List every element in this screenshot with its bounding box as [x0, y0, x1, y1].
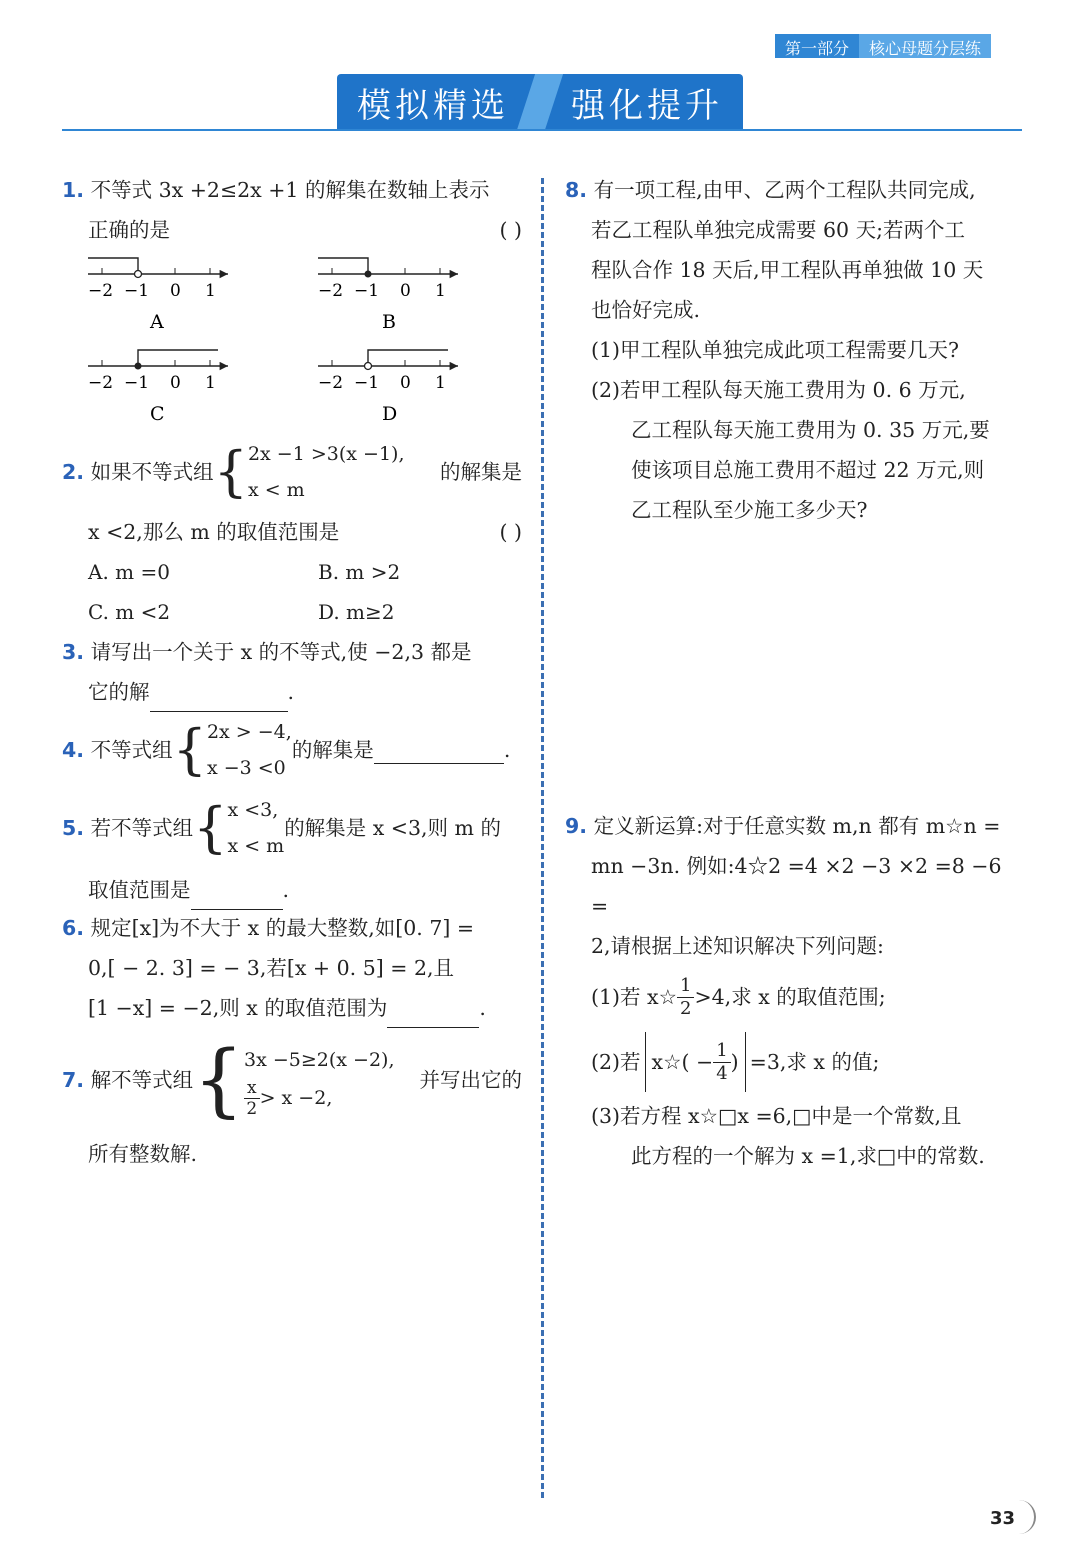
- system-brace: {: [172, 718, 207, 781]
- tick-label: −2: [318, 281, 344, 301]
- option-label: A: [150, 311, 164, 333]
- tick-label: −1: [354, 281, 380, 301]
- question-text: 取值范围是: [88, 878, 191, 902]
- tick-label: −1: [124, 373, 150, 393]
- answer-blank[interactable]: [191, 883, 283, 910]
- option-label: D: [382, 403, 398, 425]
- option-a: A. m =0: [88, 560, 170, 584]
- fraction-denominator: 4: [716, 1062, 728, 1084]
- sub-question-text: (2)若: [591, 1050, 641, 1074]
- fraction-numerator: x: [244, 1078, 260, 1099]
- question-number: 5.: [62, 816, 85, 840]
- question-text: mn −3n. 例如:4☆2 =4 ×2 −3 ×2 =8 −6 =: [591, 854, 1002, 918]
- option-d: D. m≥2: [318, 600, 395, 624]
- tick-label: 1: [205, 281, 216, 301]
- fraction: [677, 975, 694, 1020]
- option-c: C. m <2: [88, 600, 171, 624]
- expression: ): [730, 1050, 739, 1074]
- sub-question-text: (1)若 x☆: [591, 985, 677, 1009]
- question-3: [62, 632, 522, 712]
- expression: x☆( −: [651, 1050, 714, 1074]
- fraction-numerator: 1: [713, 1040, 730, 1063]
- number-line-d: [318, 350, 458, 425]
- tick-label: 0: [400, 281, 411, 301]
- question-text: 不等式 3x +2≤2x +1 的解集在数轴上表示: [90, 178, 490, 202]
- system-line: x < m: [247, 479, 305, 501]
- question-4: [62, 714, 522, 786]
- question-text: 若不等式组: [90, 816, 194, 840]
- system-brace: {: [193, 1033, 244, 1126]
- punctuation: .: [479, 996, 486, 1020]
- question-text: 若乙工程队单独完成需要 60 天;若两个工: [591, 218, 966, 242]
- tick-label: 0: [170, 281, 181, 301]
- question-number: 2.: [62, 460, 85, 484]
- question-number: 3.: [62, 640, 85, 664]
- sub-question-2-text: 乙工程队每天施工费用为 0. 35 万元,要: [631, 418, 990, 442]
- option-label: B: [382, 311, 396, 333]
- question-text: 请写出一个关于 x 的不等式,使 −2,3 都是: [90, 640, 472, 664]
- question-text: 的解集是: [291, 738, 374, 762]
- punctuation: .: [503, 738, 511, 762]
- tick-label: 0: [400, 373, 411, 393]
- answer-blank[interactable]: [387, 1001, 479, 1028]
- fraction: [244, 1078, 260, 1119]
- question-6: [62, 908, 522, 1028]
- sub-question-3: (3)若方程 x☆□x =6,□中是一个常数,且: [591, 1104, 962, 1128]
- system-line: x <3,: [227, 799, 279, 821]
- system-line: 2x −1 >3(x −1),: [247, 443, 405, 465]
- sub-question-2-text: 使该项目总施工费用不超过 22 万元,则: [631, 458, 985, 482]
- tick-label: 1: [205, 373, 216, 393]
- system-brace: {: [193, 796, 228, 859]
- question-text: 有一项工程,由甲、乙两个工程队共同完成,: [593, 178, 976, 202]
- banner-separator: [517, 74, 563, 130]
- sub-question-text: >4,求 x 的取值范围;: [694, 985, 886, 1009]
- system-brace: {: [213, 440, 248, 503]
- question-number: 8.: [565, 178, 588, 202]
- page-number-arc: [1018, 1500, 1036, 1534]
- fraction-numerator: 1: [677, 975, 694, 998]
- question-text: 如果不等式组: [90, 460, 214, 484]
- question-text: 不等式组: [90, 738, 173, 762]
- question-5: [62, 792, 522, 910]
- tick-label: −2: [318, 373, 344, 393]
- punctuation: .: [282, 878, 290, 902]
- question-number: 1.: [62, 178, 85, 202]
- sub-question-text: =3,求 x 的值;: [749, 1050, 880, 1074]
- question-number: 6.: [62, 916, 85, 940]
- banner-left: 模拟精选: [357, 85, 509, 126]
- sub-question-2: [565, 1028, 1025, 1096]
- sub-question-2-text: 乙工程队至少施工多少天?: [631, 498, 868, 522]
- header-rule: [62, 129, 1022, 131]
- question-number: 7.: [62, 1068, 85, 1092]
- question-text: 并写出它的: [419, 1068, 522, 1092]
- system-line: [244, 1078, 395, 1119]
- tick-label: −1: [124, 281, 150, 301]
- answer-blank[interactable]: [374, 737, 504, 764]
- tick-label: −2: [88, 281, 114, 301]
- question-7: [62, 1030, 522, 1174]
- option-b: B. m >2: [318, 560, 401, 584]
- question-text: 规定[x]为不大于 x 的最大整数,如[0. 7] =: [90, 916, 475, 940]
- page-number: 33: [990, 1508, 1016, 1529]
- tick-label: 0: [170, 373, 181, 393]
- number-line-a: [88, 258, 228, 333]
- system-line: x < m: [227, 835, 285, 857]
- page-banner: [337, 74, 743, 130]
- tick-label: 1: [435, 281, 446, 301]
- absolute-value: [645, 1032, 746, 1092]
- question-text: 定义新运算:对于任意实数 m,n 都有 m☆n =: [593, 814, 1001, 838]
- answer-paren: ( ): [499, 520, 522, 544]
- question-text: 0,[ − 2. 3] = − 3,若[x + 0. 5] = 2,且: [88, 956, 454, 980]
- question-text: 正确的是: [88, 218, 170, 242]
- question-text: 的解集是: [440, 460, 522, 484]
- section-tag: [775, 34, 991, 58]
- tick-label: −2: [88, 373, 114, 393]
- system-line: x −3 <0: [206, 757, 286, 779]
- fraction-denominator: 2: [246, 1098, 258, 1119]
- tick-label: 1: [435, 373, 446, 393]
- question-number: 4.: [62, 738, 85, 762]
- question-number: 9.: [565, 814, 588, 838]
- system-line: 3x −5≥2(x −2),: [244, 1048, 395, 1071]
- fraction: [713, 1040, 730, 1085]
- number-line-options: [80, 248, 550, 438]
- sub-question-3-text: 此方程的一个解为 x =1,求□中的常数.: [631, 1144, 985, 1168]
- fraction-denominator: 2: [680, 997, 692, 1019]
- answer-blank[interactable]: [150, 685, 288, 712]
- question-2: [62, 436, 522, 632]
- question-text: [1 −x] = −2,则 x 的取值范围为: [88, 996, 388, 1020]
- system-line: 2x > −4,: [206, 721, 292, 743]
- sub-question-1: [565, 966, 1025, 1028]
- question-text: 程队合作 18 天后,甲工程队再单独做 10 天: [591, 258, 984, 282]
- banner-right: 强化提升: [571, 85, 723, 126]
- number-line-b: [318, 258, 458, 333]
- question-text: 所有整数解.: [88, 1142, 198, 1166]
- sub-question-2: (2)若甲工程队每天施工费用为 0. 6 万元,: [591, 378, 966, 402]
- question-text: x <2,那么 m 的取值范围是: [88, 520, 340, 544]
- system-line-tail: > x −2,: [259, 1087, 333, 1109]
- punctuation: .: [287, 680, 295, 704]
- part-label: 第一部分: [775, 34, 859, 58]
- question-text: 它的解: [88, 680, 150, 704]
- question-8: [565, 170, 1025, 530]
- answer-paren: ( ): [499, 218, 522, 242]
- option-label: C: [150, 403, 165, 425]
- question-text: 2,请根据上述知识解决下列问题:: [591, 934, 884, 958]
- question-text: 的解集是 x <3,则 m 的: [284, 816, 501, 840]
- number-line-c: [88, 350, 228, 425]
- sub-question-1: (1)甲工程队单独完成此项工程需要几天?: [591, 338, 960, 362]
- section-label: 核心母题分层练: [859, 34, 991, 58]
- tick-label: −1: [354, 373, 380, 393]
- question-1: [62, 170, 522, 250]
- question-text: 解不等式组: [90, 1068, 194, 1092]
- question-text: 也恰好完成.: [591, 298, 701, 322]
- question-9: [565, 806, 1025, 1176]
